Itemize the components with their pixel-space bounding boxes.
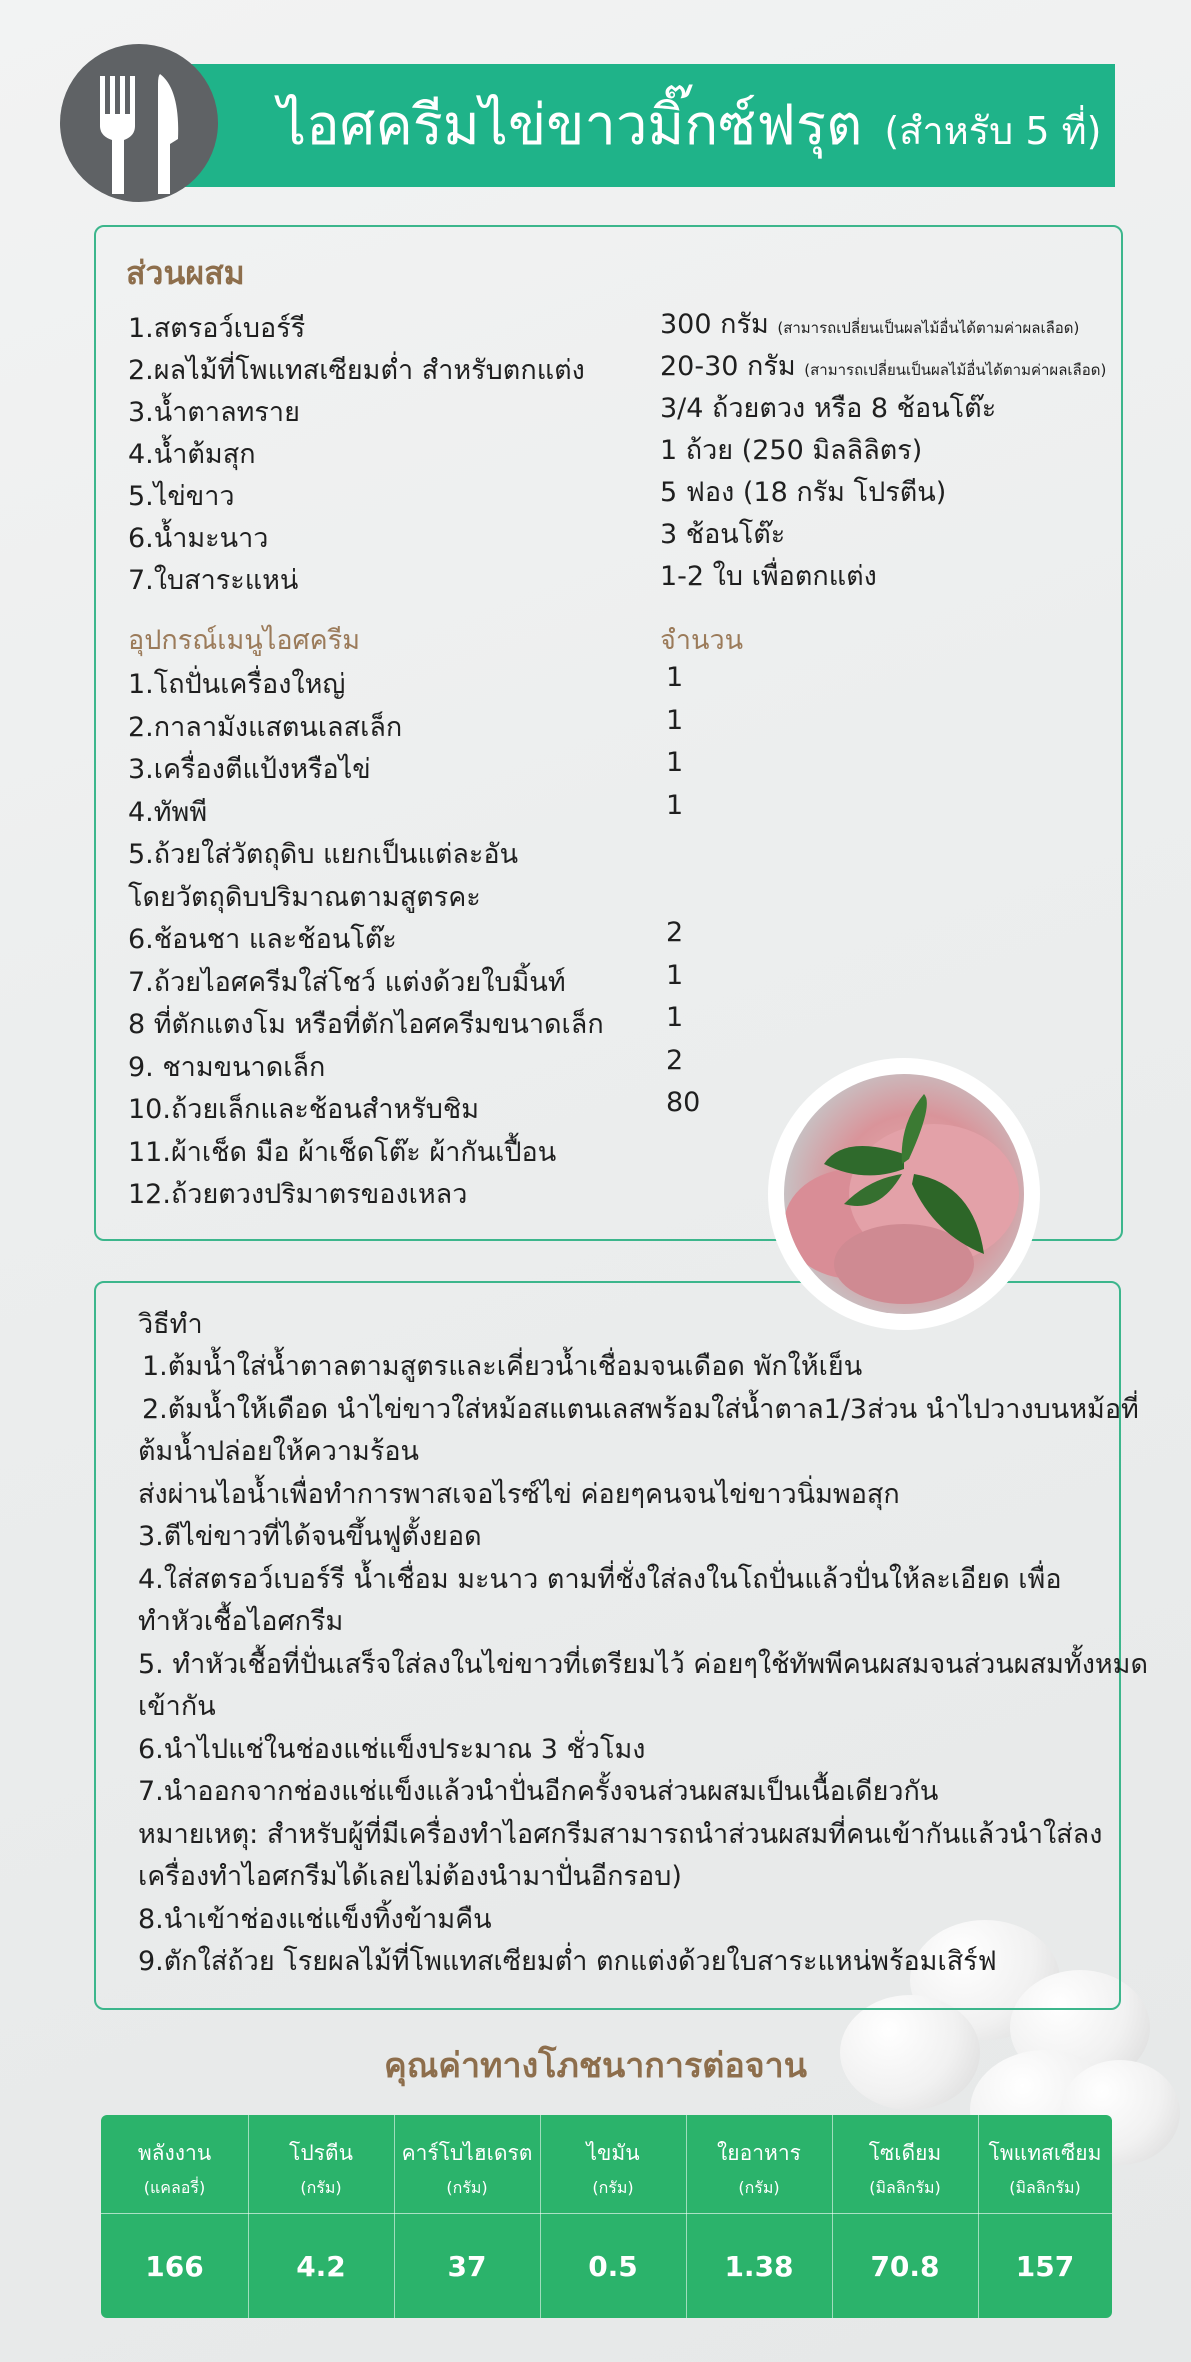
ingredient-name: 7.ใบสาระแหน่: [128, 565, 299, 596]
method-line: 2.ต้มน้ำให้เดือด นำไข่ขาวใส่หม้อสแตนเลสพร้อมใส่น้ำตาล1/3ส่วน นำไปวางบนหม้อที่: [142, 1393, 1139, 1425]
nutrition-column-fat: [540, 2115, 687, 2318]
list-item: [128, 875, 828, 918]
list-item: [128, 832, 828, 875]
list-item: [128, 747, 828, 790]
nutrition-value: 70.8: [832, 2213, 978, 2318]
fork-knife-icon: [60, 44, 218, 202]
ingredient-name: 5.ไข่ขาว: [128, 481, 235, 512]
nutrition-column-energy: [101, 2115, 249, 2318]
ingredient-amount: 5 ฟอง (18 กรัม โปรตีน): [660, 477, 947, 508]
equipment-qty: 1: [666, 704, 684, 736]
nutrition-unit: (กรัม): [592, 2178, 634, 2197]
list-item: [128, 705, 828, 748]
ingredient-amount: 3/4 ถ้วยตวง หรือ 8 ช้อนโต๊ะ: [660, 393, 997, 424]
list-item: [128, 474, 1108, 516]
ingredient-amount: 20-30 กรัม (สามารถเปลี่ยนเป็นผลไม้อื่นได้ตามค่าผลเลือด): [660, 351, 1107, 382]
ingredients-heading: ส่วนผสม: [126, 254, 245, 292]
equipment-name: 11.ผ้าเช็ด มือ ผ้าเช็ดโต๊ะ ผ้ากันเปื้อน: [128, 1136, 557, 1168]
list-item: [128, 1130, 828, 1173]
ingredient-name: 6.น้ำมะนาว: [128, 523, 269, 554]
list-item: [128, 558, 1108, 600]
equipment-qty: 1: [666, 789, 684, 821]
ingredient-name: 2.ผลไม้ที่โพแทสเซียมต่ำ สำหรับตกแต่ง: [128, 355, 585, 386]
equipment-name: 10.ถ้วยเล็กและช้อนสำหรับชิม: [128, 1094, 480, 1125]
recipe-servings: (สำหรับ 5 ที่): [884, 109, 1102, 153]
list-item: [128, 1087, 828, 1130]
equipment-qty: 2: [666, 1044, 684, 1076]
ingredient-name: 3.น้ำตาลทราย: [128, 397, 300, 428]
ingredient-amount: 1 ถ้วย (250 มิลลิลิตร): [660, 435, 923, 466]
nutrition-unit: (กรัม): [738, 2178, 780, 2197]
list-item: [128, 960, 828, 1003]
ingredient-name: 1.สตรอว์เบอร์รี: [128, 313, 306, 344]
nutrition-value: 166: [101, 2213, 248, 2318]
method-line: ทำหัวเชื้อไอศกรีม: [138, 1606, 344, 1637]
equipment-qty: 1: [666, 747, 684, 778]
method-line: 4.ใส่สตรอว์เบอร์รี น้ำเชื่อม มะนาว ตามที่ชั่งใส่ลงในโถปั่นแล้วปั่นให้ละเอียด เพื่อ: [138, 1563, 1062, 1595]
ingredient-amount: 300 กรัม (สามารถเปลี่ยนเป็นผลไม้อื่นได้ตามค่าผลเลือด): [660, 309, 1080, 340]
nutrition-label: ไขมัน: [586, 2141, 640, 2165]
method-line: เครื่องทำไอศกรีมได้เลยไม่ต้องนำมาปั่นอีกรอบ): [138, 1861, 682, 1892]
nutrition-label: พลังงาน: [137, 2141, 212, 2165]
list-item: [128, 1172, 828, 1215]
list-item: [128, 390, 1108, 432]
ingredient-name: 4.น้ำต้มสุก: [128, 439, 256, 470]
equipment-qty: 1: [666, 959, 684, 991]
nutrition-unit: (มิลลิกรัม): [1009, 2178, 1081, 2197]
nutrition-value: 37: [394, 2213, 540, 2318]
list-item: [128, 432, 1108, 474]
nutrition-unit: (กรัม): [300, 2178, 342, 2197]
equipment-name: 6.ช้อนชา และช้อนโต๊ะ: [128, 924, 397, 955]
equipment-qty: 2: [666, 917, 684, 948]
nutrition-label: โพแทสเซียม: [988, 2141, 1102, 2165]
equipment-name: 5.ถ้วยใส่วัตถุดิบ แยกเป็นแต่ละอัน: [128, 839, 519, 870]
recipe-title: ไอศครีมไข่ขาวมิ๊กซ์ฟรุต: [278, 93, 863, 158]
equipment-name: 3.เครื่องตีแป้งหรือไข่: [128, 754, 371, 785]
equipment-heading: อุปกรณ์เมนูไอศครีม: [128, 625, 361, 656]
nutrition-unit: (แคลอรี่): [143, 2178, 206, 2197]
method-line: เข้ากัน: [138, 1691, 216, 1722]
list-item: [128, 662, 828, 705]
method-line: ต้มน้ำปล่อยให้ความร้อน: [138, 1436, 420, 1467]
nutrition-unit: (กรัม): [446, 2178, 488, 2197]
page-title: [278, 64, 1102, 187]
list-item: [128, 306, 1108, 348]
method-steps: [138, 1344, 1149, 1982]
equipment-name: 9. ชามขนาดเล็ก: [128, 1051, 326, 1083]
method-line: 7.นำออกจากช่องแช่แข็งแล้วนำปั่นอีกครั้งจนส่วนผสมเป็นเนื้อเดียวกัน: [138, 1776, 939, 1807]
nutrition-value: 0.5: [540, 2213, 686, 2318]
method-line: 1.ต้มน้ำใส่น้ำตาลตามสูตรและเคี่ยวน้ำเชื่อมจนเดือด พักให้เย็น: [142, 1351, 863, 1382]
list-item: [128, 1002, 828, 1045]
ingredients-list: [128, 306, 1108, 600]
method-line: 5. ทำหัวเชื้อที่ปั่นเสร็จใส่ลงในไข่ขาวที่เตรียมไว้ ค่อยๆใช้ทัพพีคนผสมจนส่วนผสมทั้งหมด: [138, 1648, 1149, 1680]
ingredient-amount: 3 ช้อนโต๊ะ: [660, 519, 786, 550]
nutrition-title: คุณค่าทางโภชนาการต่อจาน: [383, 2046, 807, 2086]
equipment-name: 7.ถ้วยไอศครีมใส่โชว์ แต่งด้วยใบมิ้นท์: [128, 966, 566, 998]
nutrition-label: คาร์โบไฮเดรต: [401, 2141, 533, 2165]
nutrition-column-potassium: [978, 2115, 1112, 2318]
nutrition-value: 4.2: [248, 2213, 394, 2318]
equipment-qty: 80: [666, 1087, 701, 1118]
nutrition-label: ใยอาหาร: [717, 2141, 801, 2165]
method-line: 3.ตีไข่ขาวที่ได้จนขึ้นฟูตั้งยอด: [138, 1521, 482, 1552]
ingredient-amount: 1-2 ใบ เพื่อตกแต่ง: [660, 561, 877, 592]
nutrition-column-carbohydrate: [394, 2115, 541, 2318]
equipment-qty: 1: [666, 1002, 684, 1033]
equipment-list: [128, 662, 828, 1215]
equipment-qty-heading: จำนวน: [660, 625, 744, 656]
nutrition-table: [101, 2115, 1112, 2318]
nutrition-label: โปรตีน: [289, 2141, 353, 2165]
method-line: 8.นำเข้าช่องแช่แข็งทิ้งข้ามคืน: [138, 1903, 492, 1935]
list-item: [128, 516, 1108, 558]
nutrition-unit: (มิลลิกรัม): [869, 2178, 941, 2197]
ingredient-note: (สามารถเปลี่ยนเป็นผลไม้อื่นได้ตามค่าผลเลือด): [777, 319, 1080, 337]
nutrition-column-sodium: [832, 2115, 979, 2318]
ice-cream-image: [784, 1074, 1024, 1314]
list-item: [128, 1045, 828, 1088]
list-item: [128, 348, 1108, 390]
nutrition-value: 157: [978, 2213, 1112, 2318]
method-heading: วิธีทำ: [138, 1309, 203, 1340]
nutrition-value: 1.38: [686, 2213, 832, 2318]
equipment-qty: 1: [666, 662, 684, 693]
equipment-name: 2.กาลามังแสตนเลสเล็ก: [128, 711, 403, 743]
method-line: 6.นำไปแช่ในช่องแช่แข็งประมาณ 3 ชั่วโมง: [138, 1733, 646, 1765]
method-line: 9.ตักใส่ถ้วย โรยผลไม้ที่โพแทสเซียมต่ำ ตกแต่งด้วยใบสาระแหน่พร้อมเสิร์ฟ: [138, 1946, 997, 1977]
nutrition-column-protein: [248, 2115, 395, 2318]
method-line: ส่งผ่านไอน้ำเพื่อทำการพาสเจอไรซ์ไข่ ค่อยๆคนจนไข่ขาวนิ่มพอสุก: [138, 1478, 900, 1510]
equipment-name: 4.ทัพพี: [128, 796, 208, 828]
nutrition-label: โซเดียม: [868, 2141, 942, 2165]
equipment-name: โดยวัตถุดิบปริมาณตามสูตรคะ: [128, 881, 481, 913]
nutrition-column-fiber: [686, 2115, 833, 2318]
equipment-name: 12.ถ้วยตวงปริมาตรของเหลว: [128, 1179, 468, 1210]
method-line: หมายเหตุ: สำหรับผู้ที่มีเครื่องทำไอศกรีมสามารถนำส่วนผสมที่คนเข้ากันแล้วนำใส่ลง: [138, 1818, 1103, 1850]
ingredient-note: (สามารถเปลี่ยนเป็นผลไม้อื่นได้ตามค่าผลเลือด): [804, 361, 1107, 379]
equipment-name: 1.โถปั่นเครื่องใหญ่: [128, 669, 346, 700]
list-item: [128, 917, 828, 960]
list-item: [128, 790, 828, 833]
equipment-name: 8 ที่ตักแตงโม หรือที่ตักไอศครีมขนาดเล็ก: [128, 1009, 604, 1040]
